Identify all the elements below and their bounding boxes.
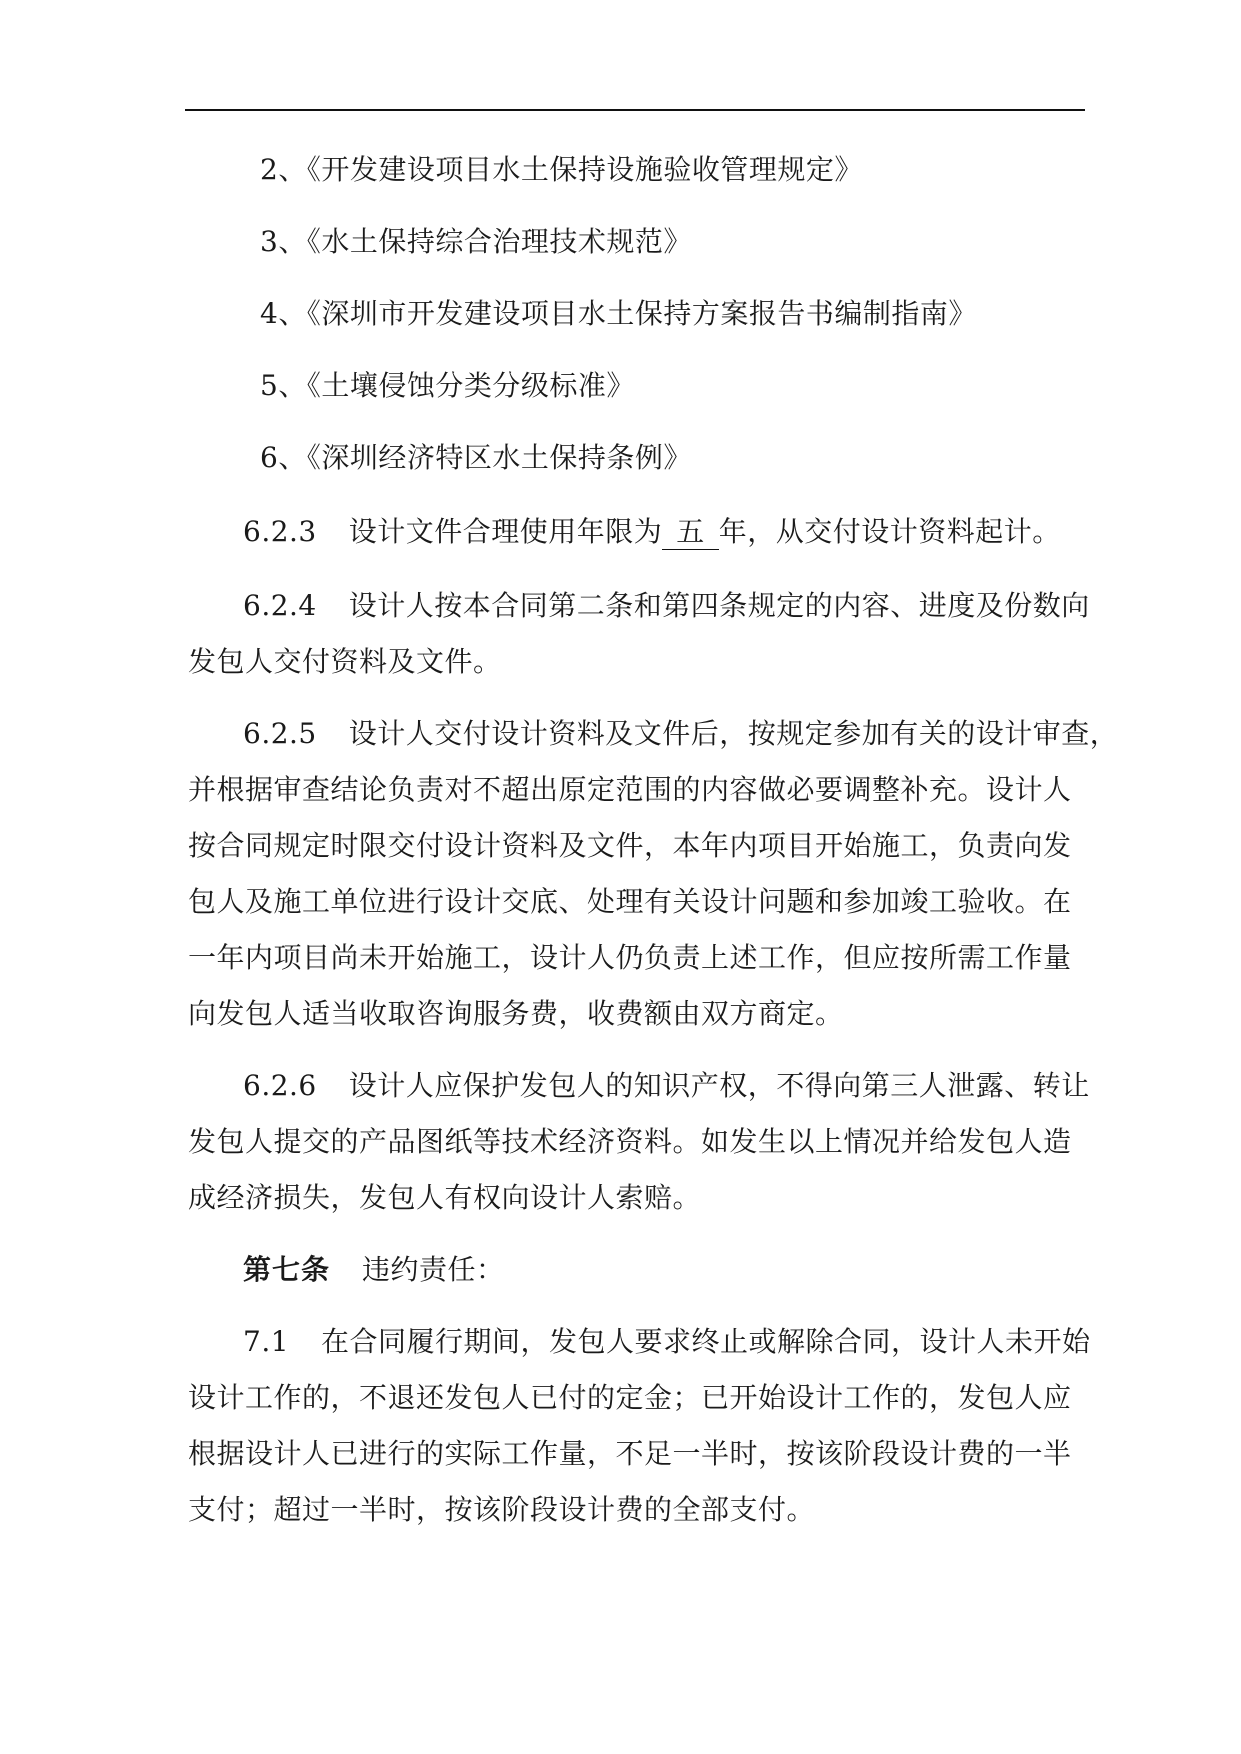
clause-6-2-5-line3: 按合同规定时限交付设计资料及文件，本年内项目开始施工，负责向发 [188, 829, 1072, 862]
clause-7-1 [243, 1322, 1091, 1362]
service-life-years: 五 [662, 515, 719, 550]
clause-number: 6.2.5 [243, 717, 317, 750]
reference-item-4: 4、《深圳市开发建设项目水土保持方案报告书编制指南》 [260, 297, 977, 330]
clause-6-2-6-line2: 发包人提交的产品图纸等技术经济资料。如发生以上情况并给发包人造 [188, 1125, 1072, 1158]
clause-6-2-5 [243, 714, 1118, 754]
clause-text: 设计文件合理使用年限为 [348, 515, 663, 548]
clause-6-2-3 [243, 512, 1061, 552]
clause-6-2-5-line4: 包人及施工单位进行设计交底、处理有关设计问题和参加竣工验收。在 [188, 885, 1072, 918]
reference-item-6: 6、《深圳经济特区水土保持条例》 [260, 441, 692, 474]
clause-7-1-line2: 设计工作的，不退还发包人已付的定金；已开始设计工作的，发包人应 [188, 1381, 1072, 1414]
clause-6-2-5-line2: 并根据审查结论负责对不超出原定范围的内容做必要调整补充。设计人 [188, 773, 1072, 806]
clause-6-2-5-line5: 一年内项目尚未开始施工，设计人仍负责上述工作，但应按所需工作量 [188, 941, 1072, 974]
clause-6-2-4-line2: 发包人交付资料及文件。 [188, 645, 502, 678]
article-7-heading [243, 1250, 505, 1290]
article-title: 违约责任： [362, 1253, 505, 1286]
clause-6-2-5-line6: 向发包人适当收取咨询服务费，收费额由双方商定。 [188, 997, 844, 1030]
header-rule [185, 109, 1085, 111]
clause-7-1-line3: 根据设计人已进行的实际工作量，不足一半时，按该阶段设计费的一半 [188, 1437, 1072, 1470]
clause-6-2-6 [243, 1066, 1090, 1106]
article-number: 第七条 [243, 1253, 331, 1286]
clause-text-line: 设计人应保护发包人的知识产权，不得向第三人泄露、转让 [348, 1069, 1090, 1102]
clause-text-line: 在合同履行期间，发包人要求终止或解除合同，设计人未开始 [321, 1325, 1091, 1358]
reference-item-3: 3、《水土保持综合治理技术规范》 [260, 225, 692, 258]
reference-item-5: 5、《土壤侵蚀分类分级标准》 [260, 369, 635, 402]
clause-number: 7.1 [243, 1325, 290, 1358]
clause-6-2-6-line3: 成经济损失，发包人有权向设计人索赔。 [188, 1181, 702, 1214]
clause-number: 6.2.6 [243, 1069, 317, 1102]
clause-number: 6.2.4 [243, 589, 317, 622]
clause-6-2-4 [243, 586, 1090, 626]
reference-item-2: 2、《开发建设项目水土保持设施验收管理规定》 [260, 153, 863, 186]
clause-number: 6.2.3 [243, 515, 317, 548]
clause-7-1-line4: 支付；超过一半时，按该阶段设计费的全部支付。 [188, 1493, 816, 1526]
clause-text-line: 设计人交付设计资料及文件后，按规定参加有关的设计审查， [348, 717, 1119, 750]
clause-text-line: 设计人按本合同第二条和第四条规定的内容、进度及份数向 [348, 589, 1090, 622]
clause-text-end: 年，从交付设计资料起计。 [718, 515, 1061, 548]
